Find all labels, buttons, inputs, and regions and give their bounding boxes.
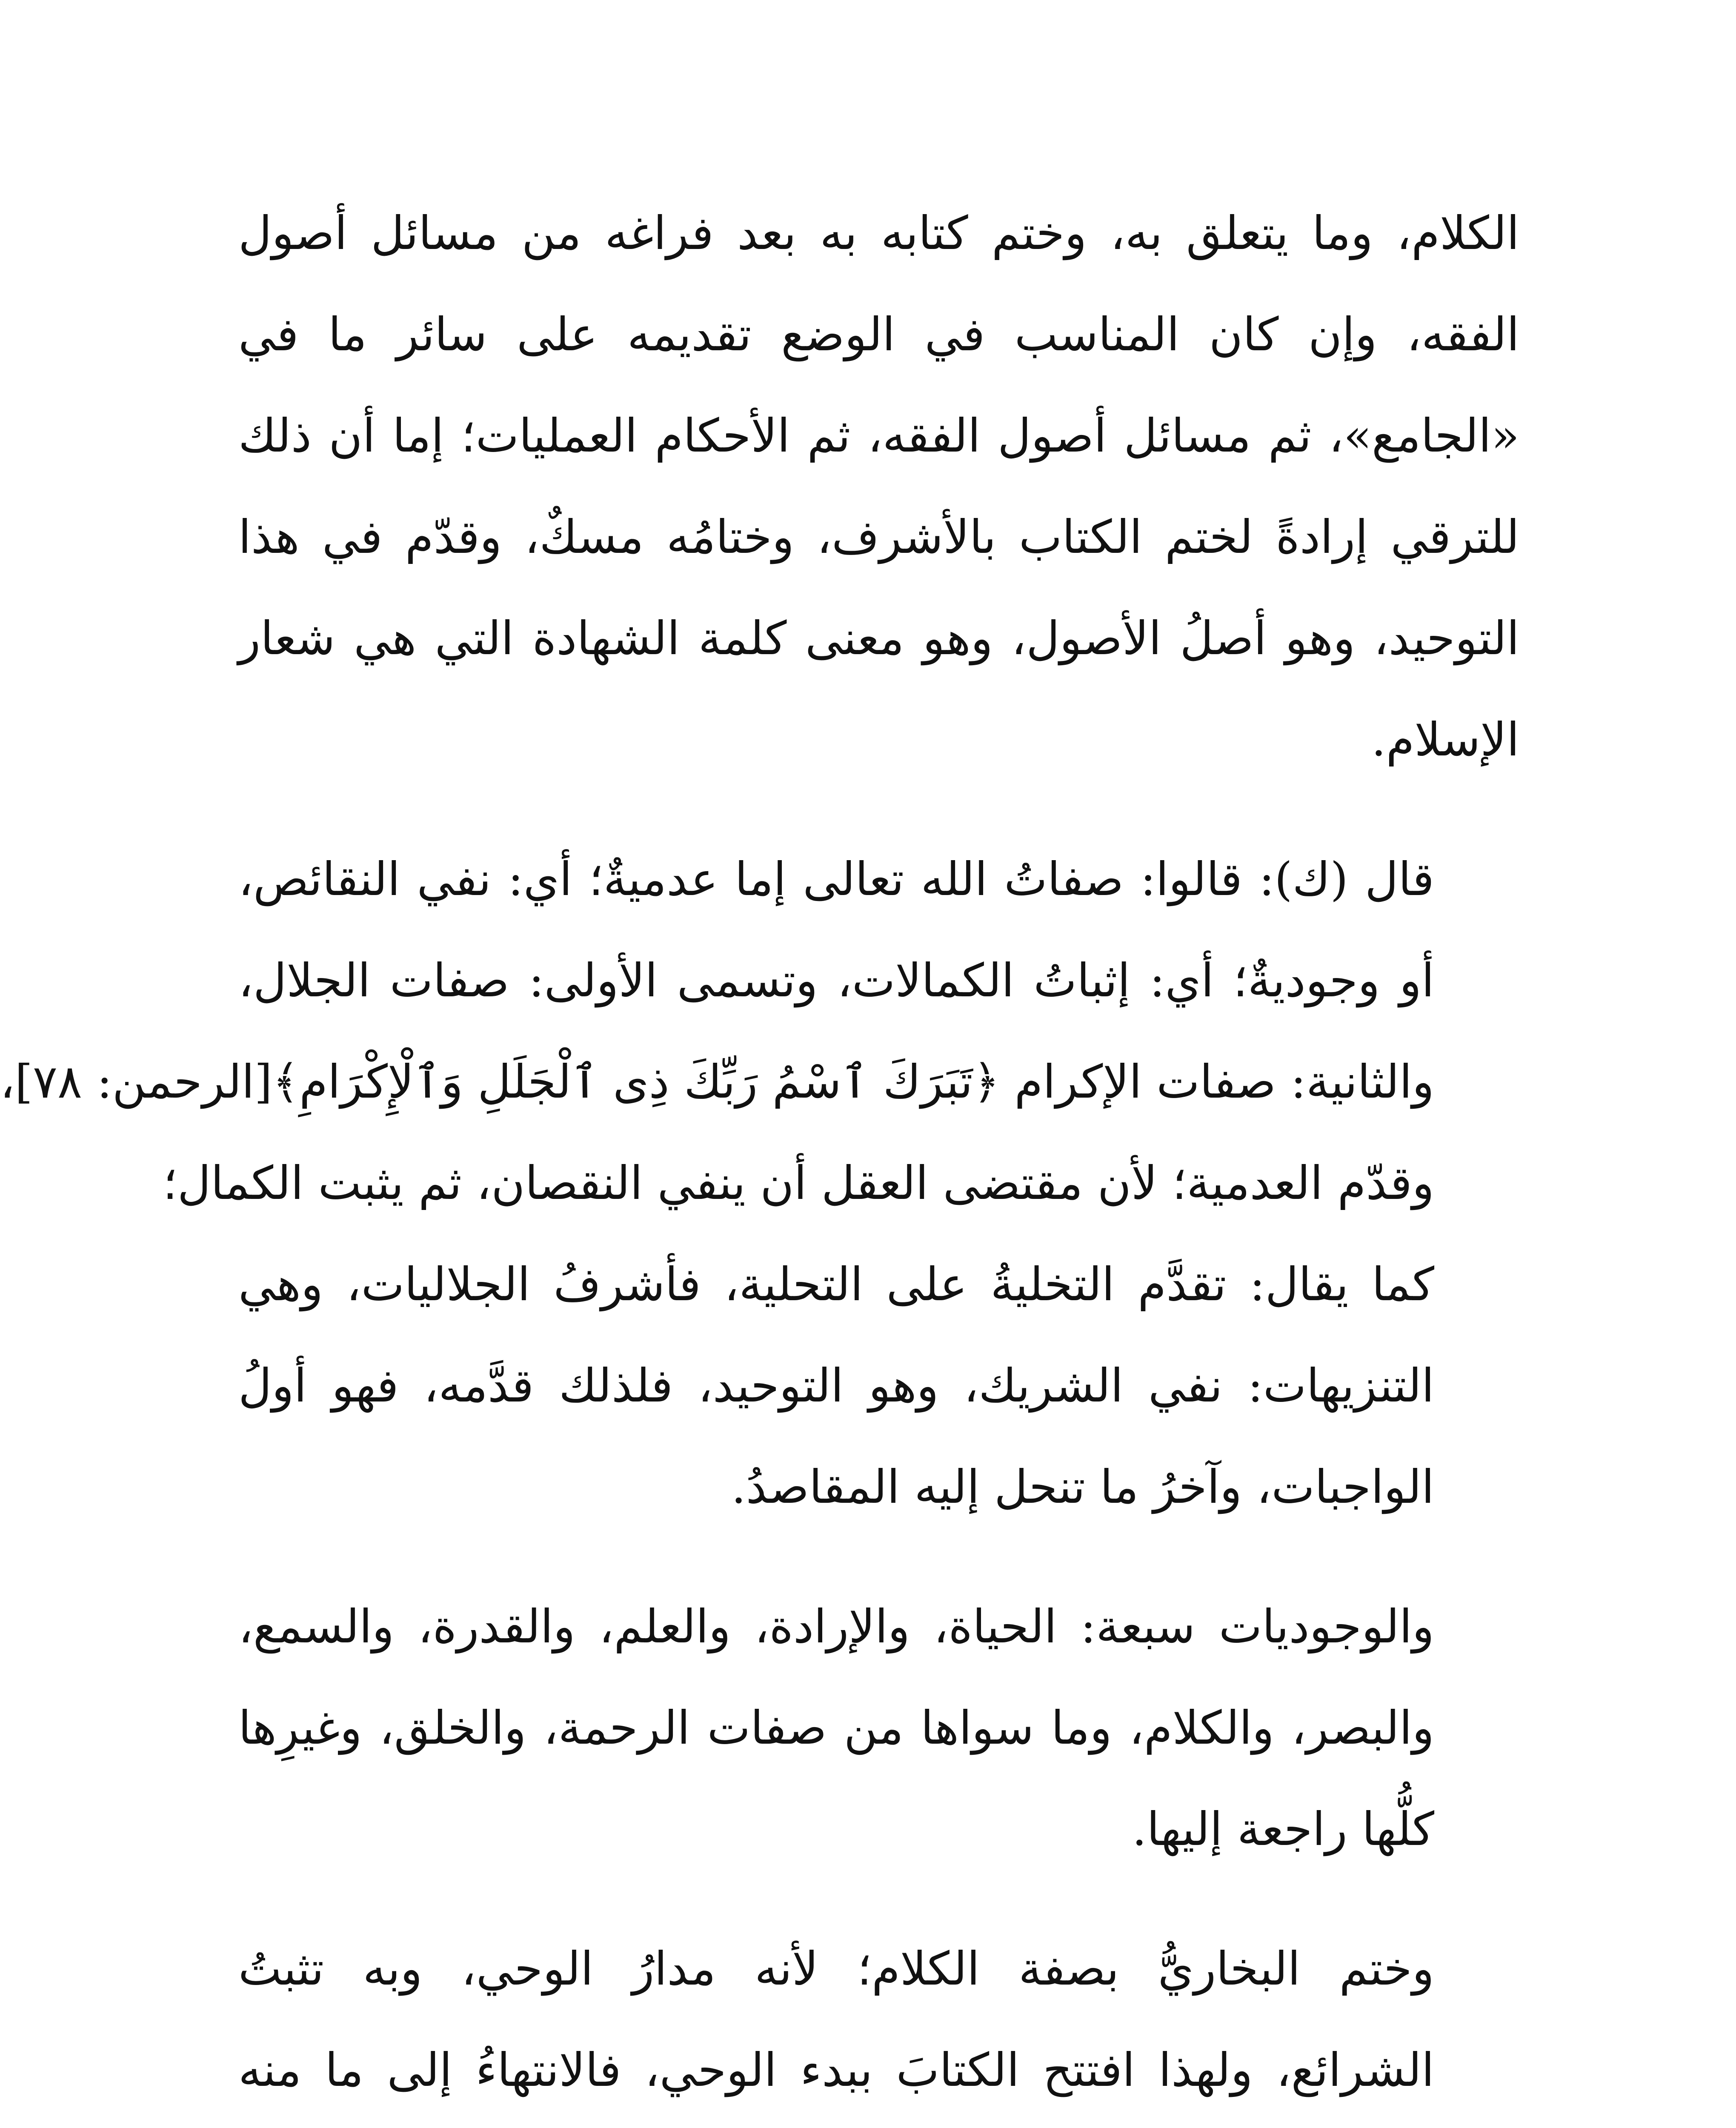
text-line: قال (ك): قالوا: صفاتُ الله تعالى إما عدميةٌ؛ أي: نفي النقائص، bbox=[238, 853, 1434, 906]
text-line: أو وجوديةٌ؛ أي: إثباتُ الكمالات، وتسمى الأولى: صفات الجلال، bbox=[238, 954, 1434, 1007]
paragraph bbox=[238, 1919, 1519, 2128]
text-line: وقدّم العدمية؛ لأن مقتضى العقل أن ينفي النقصان، ثم يثبت الكمال؛ bbox=[163, 1157, 1434, 1210]
paragraph bbox=[0, 829, 1519, 1538]
text-line: التوحيد، وهو أصلُ الأصول، وهو معنى كلمة الشهادة التي هي شعار bbox=[238, 612, 1519, 665]
text-line: الكلام، وما يتعلق به، وختم كتابه به بعد فراغه من مسائل أصول bbox=[238, 207, 1519, 260]
text-line: الإسلام. bbox=[1371, 713, 1519, 767]
text-line: «الجامع»، ثم مسائل أصول الفقه، ثم الأحكام العمليات؛ إما أن ذلك bbox=[238, 409, 1519, 463]
text-line: والبصر، والكلام، وما سواها من صفات الرحمة، والخلق، وغيرِها bbox=[238, 1702, 1434, 1755]
paragraph bbox=[238, 1576, 1519, 1880]
text-line: للترقي إرادةً لختم الكتاب بالأشرف، وختامُه مسكٌ، وقدّم في هذا bbox=[238, 511, 1519, 564]
text-line: كلُّها راجعة إليها. bbox=[1132, 1803, 1434, 1856]
text-line: كما يقال: تقدَّم التخليةُ على التحلية، فأشرفُ الجلاليات، وهي bbox=[238, 1258, 1434, 1311]
body-text bbox=[0, 183, 1519, 2128]
text-line: والثانية: صفات الإكرام ﴿تَبَرَكَ ٱسْمُ رَبِّكَ ذِى ٱلْجَلَلِ وَٱلْإِكْرَامِ﴾[الرحمن: ٧٨]، bbox=[0, 1055, 1434, 1109]
text-line: والوجوديات سبعة: الحياة، والإرادة، والعلم، والقدرة، والسمع، bbox=[238, 1600, 1434, 1653]
text-line: وختم البخاريُّ بصفة الكلام؛ لأنه مدارُ الوحي، وبه تثبتُ bbox=[238, 1942, 1434, 1996]
text-line: الفقه، وإن كان المناسب في الوضع تقديمه على سائر ما في bbox=[238, 308, 1519, 361]
text-line: الشرائع، ولهذا افتتح الكتابَ ببدء الوحي، فالانتهاءُ إلى ما منه bbox=[238, 2044, 1434, 2097]
paragraph bbox=[238, 183, 1519, 791]
text-line bbox=[238, 2121, 1519, 2128]
text-line: التنزيهات: نفي الشريك، وهو التوحيد، فلذلك قدَّمه، فهو أولُ bbox=[238, 1359, 1434, 1413]
text-line: الواجبات، وآخرُ ما تنحل إليه المقاصدُ. bbox=[731, 1461, 1434, 1514]
